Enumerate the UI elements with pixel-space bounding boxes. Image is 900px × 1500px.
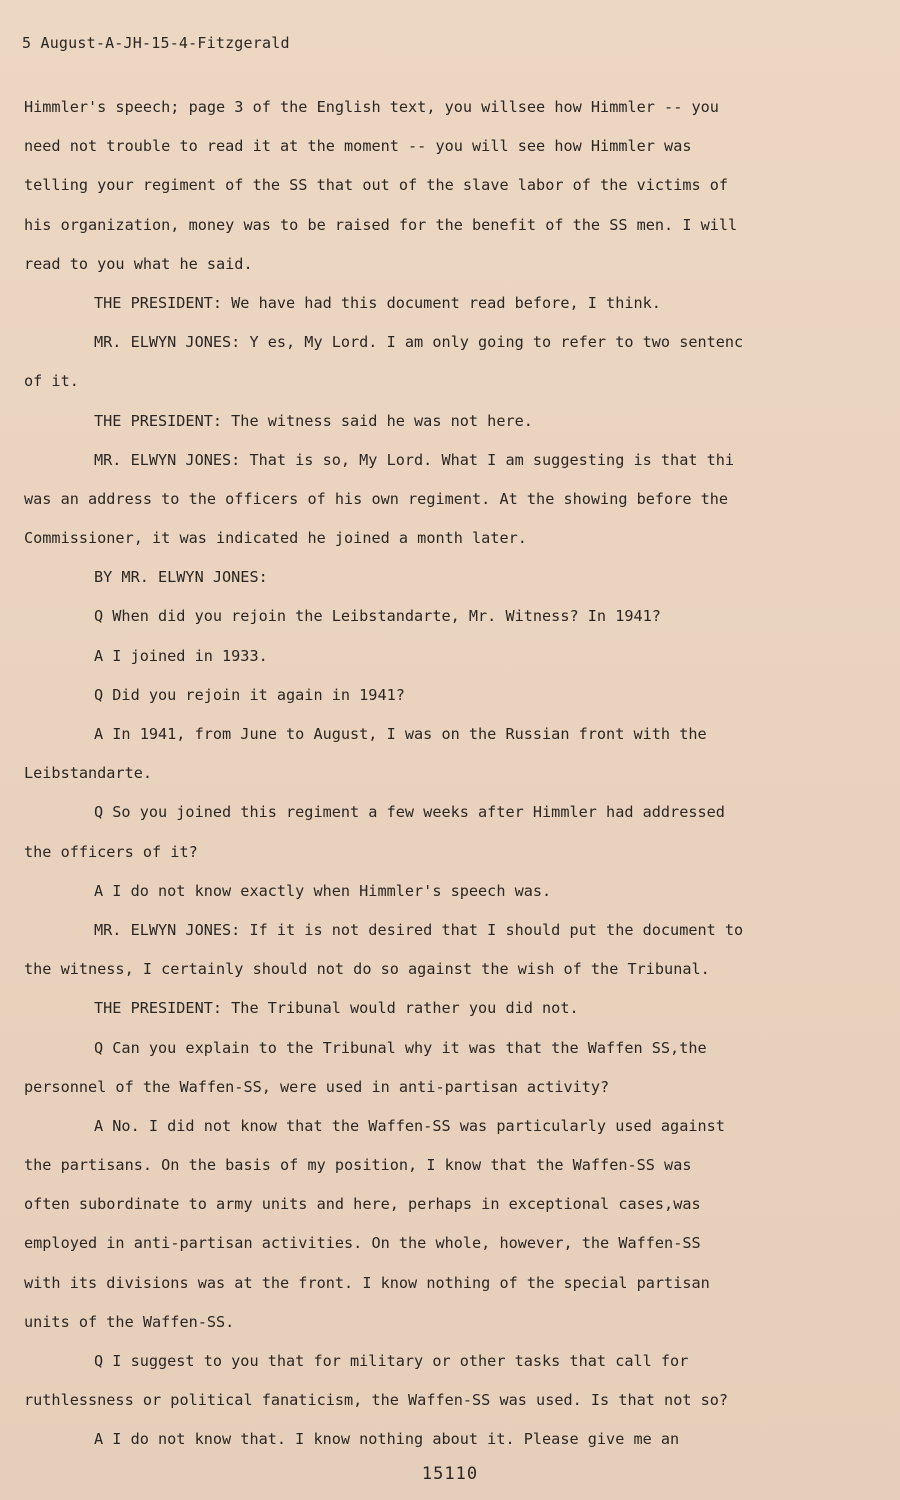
text-line: MR. ELWYN JONES: If it is not desired that I should put the document to: [94, 920, 744, 939]
page-header: 5 August-A-JH-15-4-Fitzgerald: [22, 34, 290, 52]
text-line: the officers of it?: [24, 842, 198, 861]
transcript-body: [24, 88, 844, 1460]
text-line: A In 1941, from June to August, I was on the Russian front with the: [94, 725, 707, 743]
text-line: Q Did you rejoin it again in 1941?: [94, 685, 405, 704]
text-line: the witness, I certainly should not do so against the wish of the Tribunal.: [24, 960, 710, 979]
text-line: MR. ELWYN JONES: Y es, My Lord. I am only going to refer to two sentenc: [94, 333, 744, 352]
text-line: Q I suggest to you that for military or other tasks that call for: [94, 1352, 689, 1370]
text-line: Leibstandarte.: [24, 764, 153, 783]
text-line: units of the Waffen-SS.: [24, 1312, 235, 1331]
text-line: with its divisions was at the front. I know nothing of the special partisan: [24, 1273, 710, 1292]
text-line: was an address to the officers of his own regiment. At the showing before the: [24, 489, 729, 508]
text-line: BY MR. ELWYN JONES:: [94, 568, 268, 587]
text-line: ruthlessness or political fanaticism, the Waffen-SS was used. Is that not so?: [24, 1391, 729, 1410]
text-line: Q When did you rejoin the Leibstandarte, Mr. Witness? In 1941?: [94, 607, 661, 626]
text-line: THE PRESIDENT: We have had this document read before, I think.: [94, 293, 661, 312]
page-number: 15110: [421, 1464, 479, 1484]
text-line: personnel of the Waffen-SS, were used in anti-partisan activity?: [24, 1077, 610, 1096]
text-line: MR. ELWYN JONES: That is so, My Lord. What I am suggesting is that thi: [94, 450, 735, 469]
text-line: Q Can you explain to the Tribunal why it was that the Waffen SS,the: [94, 1038, 707, 1057]
text-line: read to you what he said.: [24, 254, 253, 273]
text-line: A I joined in 1933.: [94, 646, 268, 665]
text-line: his organization, money was to be raised for the benefit of the SS men. I will: [24, 215, 738, 234]
text-line: telling your regiment of the SS that out of the slave labor of the victims of: [24, 176, 729, 195]
text-line: the partisans. On the basis of my position, I know that the Waffen-SS was: [24, 1156, 692, 1175]
text-line: Q So you joined this regiment a few weeks after Himmler had addressed: [94, 803, 725, 822]
text-line: A I do not know that. I know nothing about it. Please give me an: [94, 1430, 680, 1449]
text-line: THE PRESIDENT: The witness said he was not here.: [94, 411, 533, 430]
text-line: often subordinate to army units and here, perhaps in exceptional cases,was: [24, 1195, 701, 1214]
text-line: need not trouble to read it at the moment -- you will see how Himmler was: [24, 137, 692, 156]
text-line: A I do not know exactly when Himmler's speech was.: [94, 881, 552, 900]
text-line: of it.: [24, 372, 79, 391]
text-line: A No. I did not know that the Waffen-SS was particularly used against: [94, 1116, 725, 1135]
text-line: employed in anti-partisan activities. On the whole, however, the Waffen-SS: [24, 1234, 701, 1253]
text-line: Commissioner, it was indicated he joined a month later.: [24, 529, 527, 548]
text-line: THE PRESIDENT: The Tribunal would rather you did not.: [94, 999, 579, 1018]
text-line: Himmler's speech; page 3 of the English text, you willsee how Himmler -- you: [24, 98, 719, 116]
